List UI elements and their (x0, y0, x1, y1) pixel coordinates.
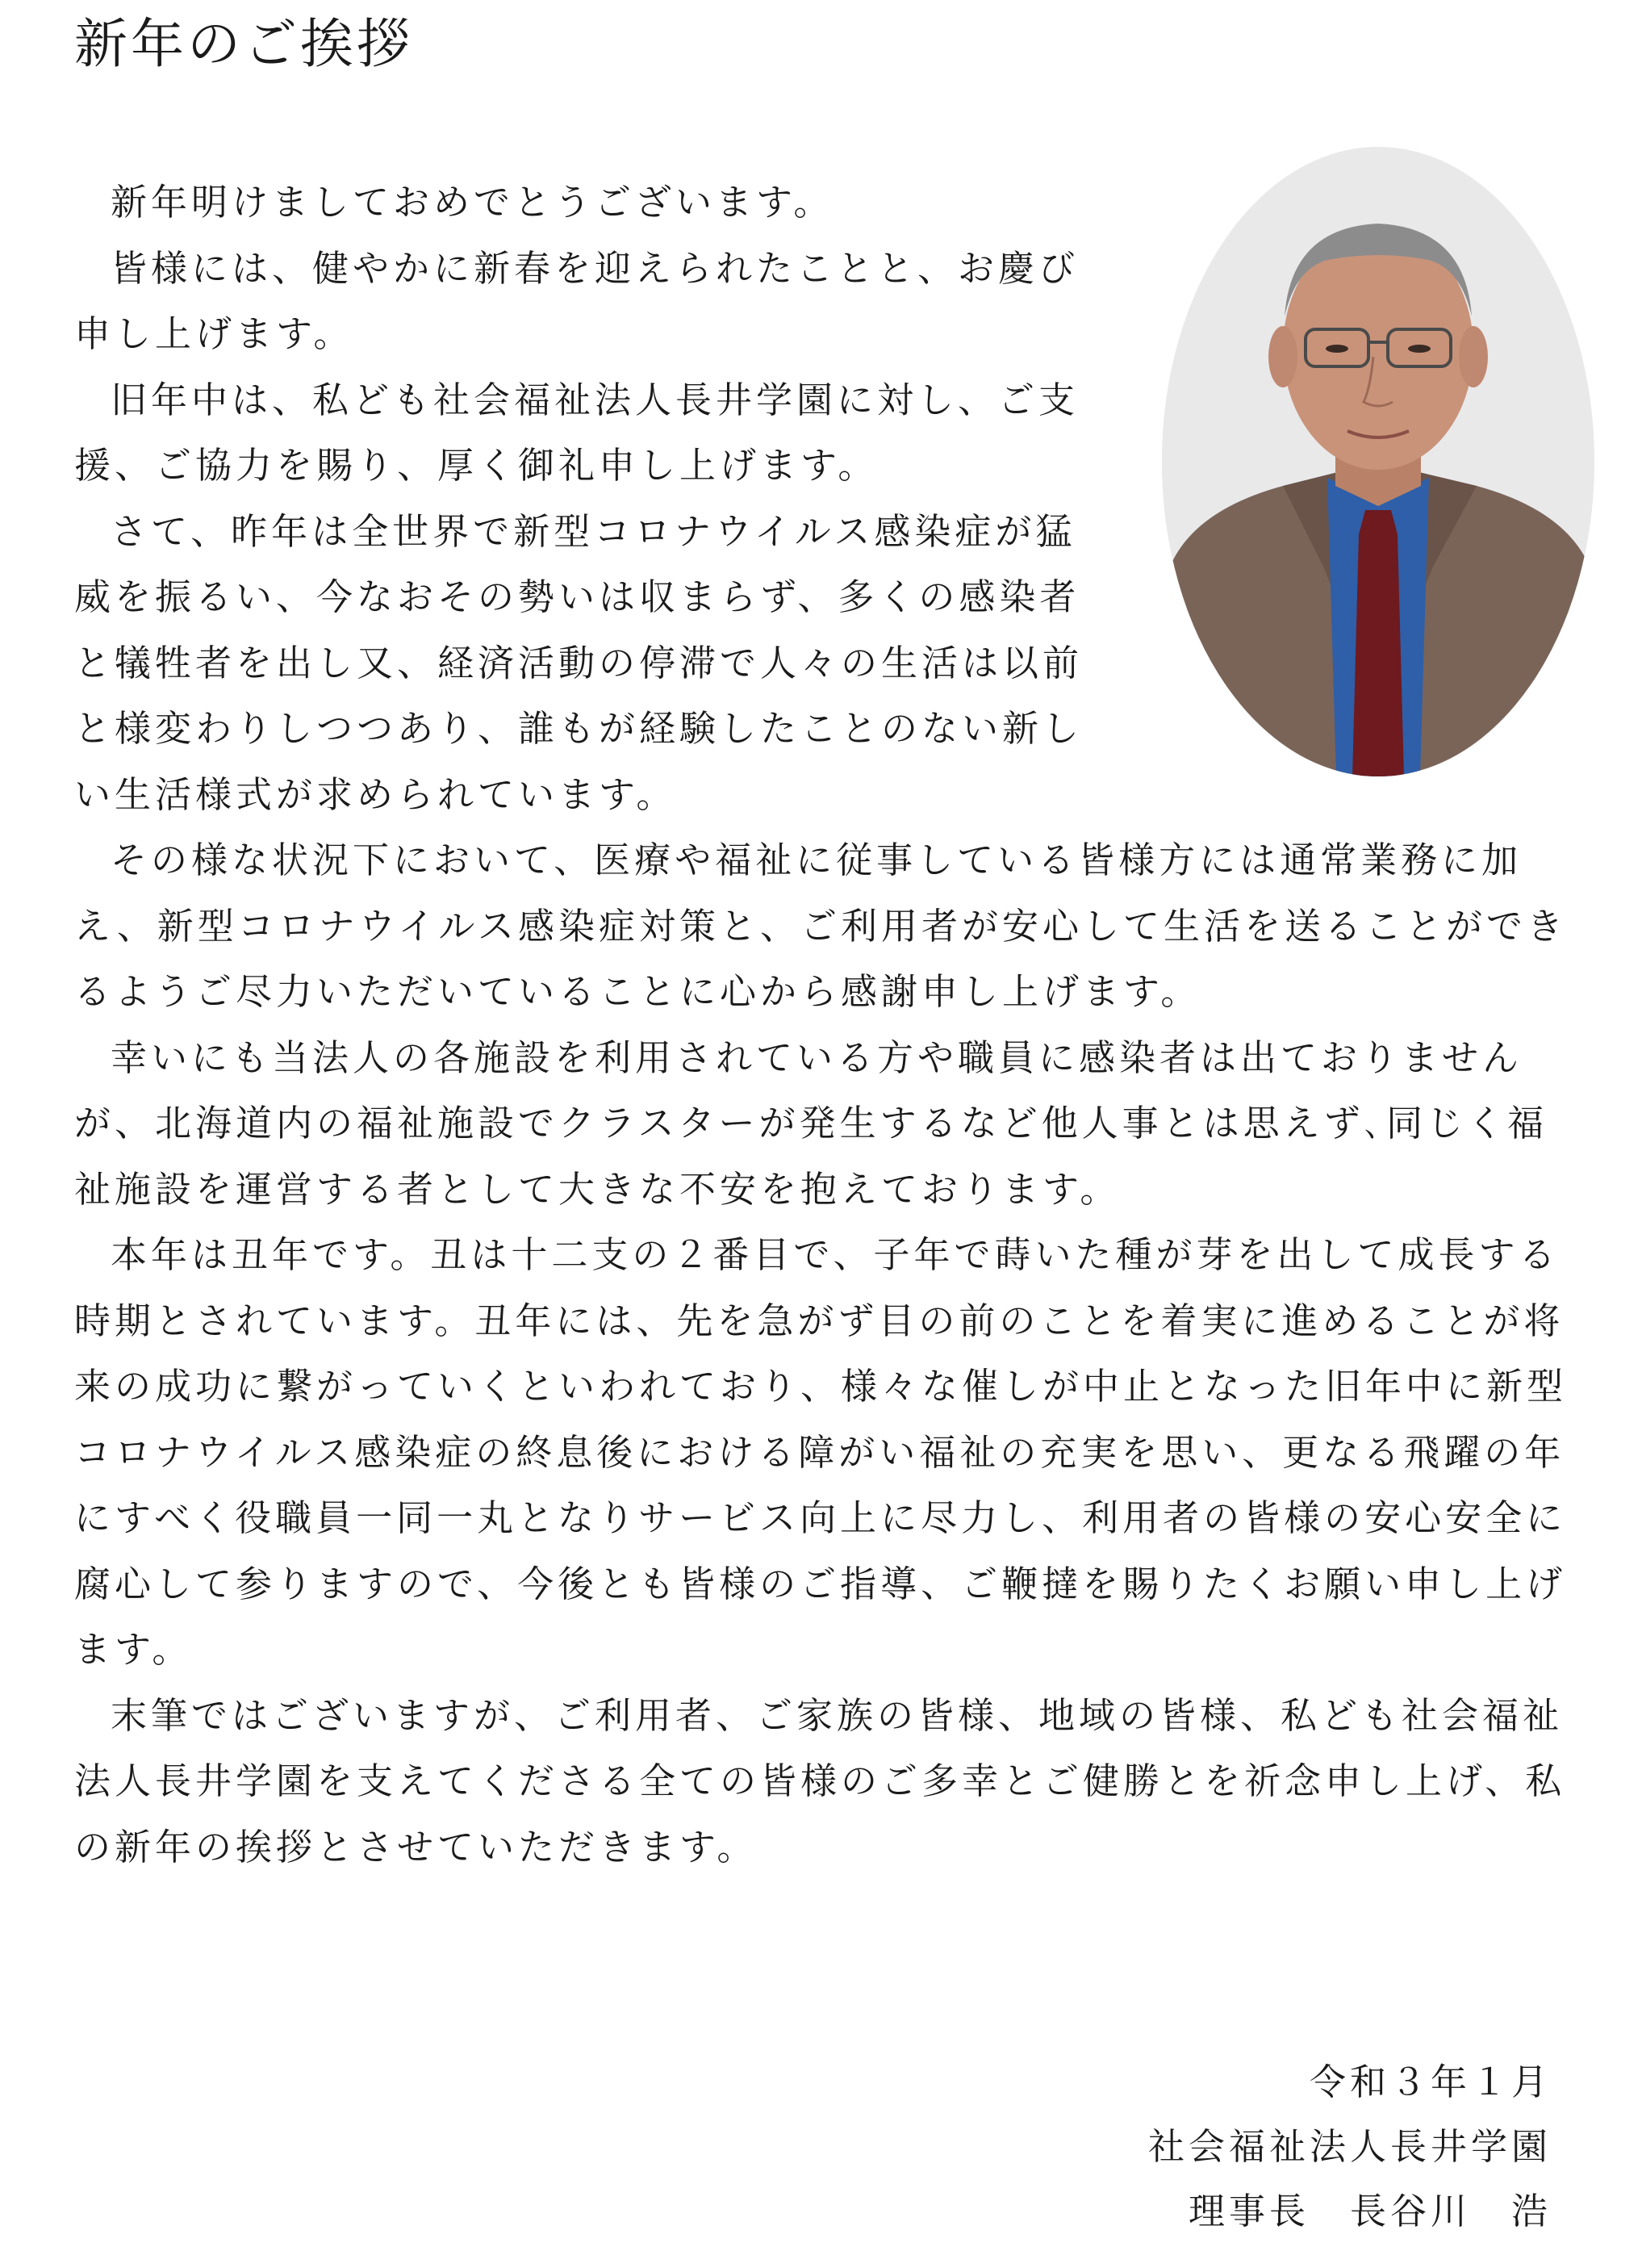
letter-body (74, 169, 1575, 1880)
paragraph: さて、昨年は全世界で新型コロナウイルス感染症が猛威を振るい、今なおその勢いは収まらず、多くの感染者と犠牲者を出し又、経済活動の停滞で人々の生活は以前と様変わりしつつあり、誰もが経験したことのない新しい生活様式が求められています。 (74, 509, 1084, 816)
page-title: 新年のご挨拶 (74, 13, 413, 75)
paragraph: 幸いにも当法人の各施設を利用されている方や職員に感染者は出ておりませんが、北海道内の福祉施設でクラスターが発生するなど他人事とは思えず､同じく福祉施設を運営する者として大きな不安を抱えております。 (74, 1036, 1548, 1211)
paragraph: 皆様には、健やかに新春を迎えられたことと、お慶び申し上げます。 (74, 246, 1080, 355)
paragraph: 新年明けましておめでとうございます。 (111, 181, 834, 224)
paragraph: その様な状況下において、医療や福祉に従事している皆様方には通常業務に加え、新型コロナウイルス感染症対策と、ご利用者が安心して生活を送ることができるようご尽力いただいていることに心から感謝申し上げます。 (74, 839, 1568, 1013)
signature-block (1148, 2050, 1552, 2244)
paragraph: 本年は丑年です。丑は十二支の２番目で、子年で蒔いた種が芽を出して成長する時期とされています。丑年には、先を急がず目の前のことを着実に進めることが将来の成功に繋がっていくといわれており、様々な催しが中止となった旧年中に新型コロナウイルス感染症の終息後における障がい福祉の充実を思い、更なる飛躍の年にすべく役職員一同一丸となりサービス向上に尽力し、利用者の皆様の安心安全に腐心して参りますので、今後とも皆様のご指導、ご鞭撻を賜りたくお願い申し上げます。 (74, 1233, 1568, 1671)
signature-organization: 社会福祉法人長井学園 (1147, 2125, 1552, 2168)
paragraph: 旧年中は、私ども社会福祉法人長井学園に対し、ご支援、ご協力を賜り、厚く御礼申し上げます。 (74, 378, 1080, 487)
signature-author: 理事長 長谷川 浩 (1188, 2190, 1552, 2232)
signature-date: 令和３年１月 (1309, 2061, 1552, 2103)
paragraph: 末筆ではございますが、ご利用者、ご家族の皆様、地域の皆様、私ども社会福祉法人長井学園を支えてくださる全ての皆様のご多幸とご健勝とを祈念申し上げ、私の新年の挨拶とさせていただきます。 (74, 1693, 1566, 1868)
